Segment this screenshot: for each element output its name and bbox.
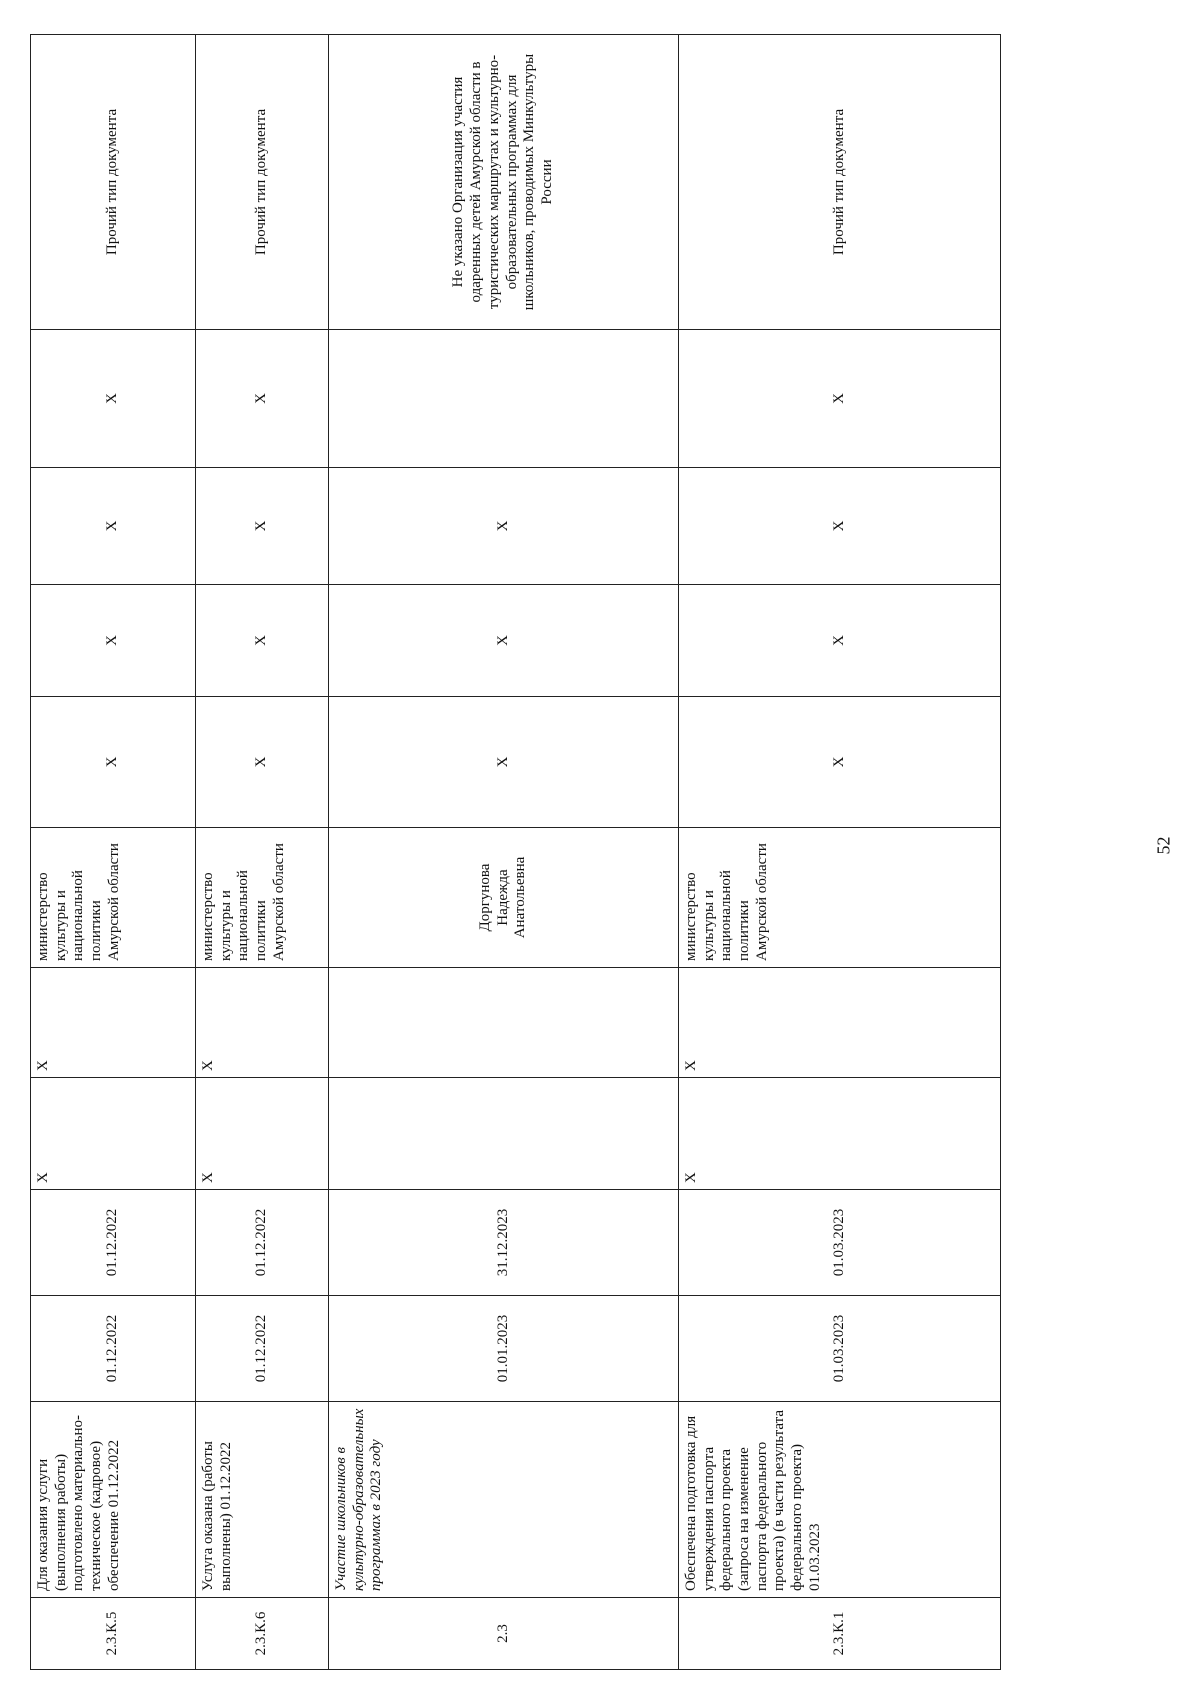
- end-date: 01.12.2022: [31, 1190, 196, 1296]
- responsible: министерство культуры и национальной политики Амурской области: [679, 828, 1001, 968]
- mark-x: X: [31, 968, 196, 1078]
- table-row: [329, 35, 679, 1670]
- start-date: 01.12.2022: [196, 1296, 329, 1402]
- mark-x: X: [196, 585, 329, 697]
- mark-x: X: [196, 697, 329, 828]
- document-type: Прочий тип документа: [31, 35, 196, 330]
- plan-table: [30, 34, 1001, 1670]
- row-number: 2.3.К.6: [196, 1598, 329, 1670]
- row-number: 2.3.К.1: [679, 1598, 1001, 1670]
- page-number: 52: [1153, 836, 1174, 855]
- mark-x: X: [679, 968, 1001, 1078]
- responsible: Доргунова Надежда Анатольевна: [329, 828, 679, 968]
- responsible: министерство культуры и национальной политики Амурской области: [196, 828, 329, 968]
- row-name: Участие школьников в культурно-образовательных программах в 2023 году: [329, 1402, 679, 1598]
- document-type: Прочий тип документа: [196, 35, 329, 330]
- mark-x: X: [31, 1078, 196, 1190]
- end-date: 01.12.2022: [196, 1190, 329, 1296]
- document-type: Не указано Организация участия одаренных детей Амурской области в туристических маршрутах и культурно-образовательных программах для школьников, проводимых Минкультуры России: [329, 35, 679, 330]
- mark-x: X: [679, 585, 1001, 697]
- mark-x: X: [329, 585, 679, 697]
- mark-x: X: [196, 968, 329, 1078]
- mark-x: X: [196, 1078, 329, 1190]
- mark-x: X: [31, 697, 196, 828]
- rotated-table-container: [30, 35, 1003, 1670]
- row-name: Для оказания услуги (выполнения работы) подготовлено материально-техническое (кадровое) обеспечение 01.12.2022: [31, 1402, 196, 1598]
- start-date: 01.12.2022: [31, 1296, 196, 1402]
- row-number: 2.3: [329, 1598, 679, 1670]
- mark-x: X: [31, 585, 196, 697]
- mark-x: X: [679, 468, 1001, 585]
- row-name: Обеспечена подготовка для утверждения паспорта федерального проекта (запроса на изменение паспорта федерального проекта) (в части результата федерального проекта) 01.03.2023: [679, 1402, 1001, 1598]
- mark-x: X: [196, 330, 329, 468]
- mark-x: X: [196, 468, 329, 585]
- table-row: [196, 35, 329, 1670]
- start-date: 01.03.2023: [679, 1296, 1001, 1402]
- mark-x: [329, 330, 679, 468]
- start-date: 01.01.2023: [329, 1296, 679, 1402]
- row-number: 2.3.К.5: [31, 1598, 196, 1670]
- responsible: министерство культуры и национальной политики Амурской области: [31, 828, 196, 968]
- table-row: [679, 35, 1001, 1670]
- table-row: [31, 35, 196, 1670]
- mark-x: X: [679, 330, 1001, 468]
- mark-x: [329, 968, 679, 1078]
- end-date: 31.12.2023: [329, 1190, 679, 1296]
- row-name: Услуга оказана (работы выполнены) 01.12.2022: [196, 1402, 329, 1598]
- mark-x: X: [679, 1078, 1001, 1190]
- mark-x: X: [31, 330, 196, 468]
- mark-x: X: [31, 468, 196, 585]
- mark-x: X: [329, 697, 679, 828]
- mark-x: [329, 1078, 679, 1190]
- mark-x: X: [329, 468, 679, 585]
- end-date: 01.03.2023: [679, 1190, 1001, 1296]
- mark-x: X: [679, 697, 1001, 828]
- document-type: Прочий тип документа: [679, 35, 1001, 330]
